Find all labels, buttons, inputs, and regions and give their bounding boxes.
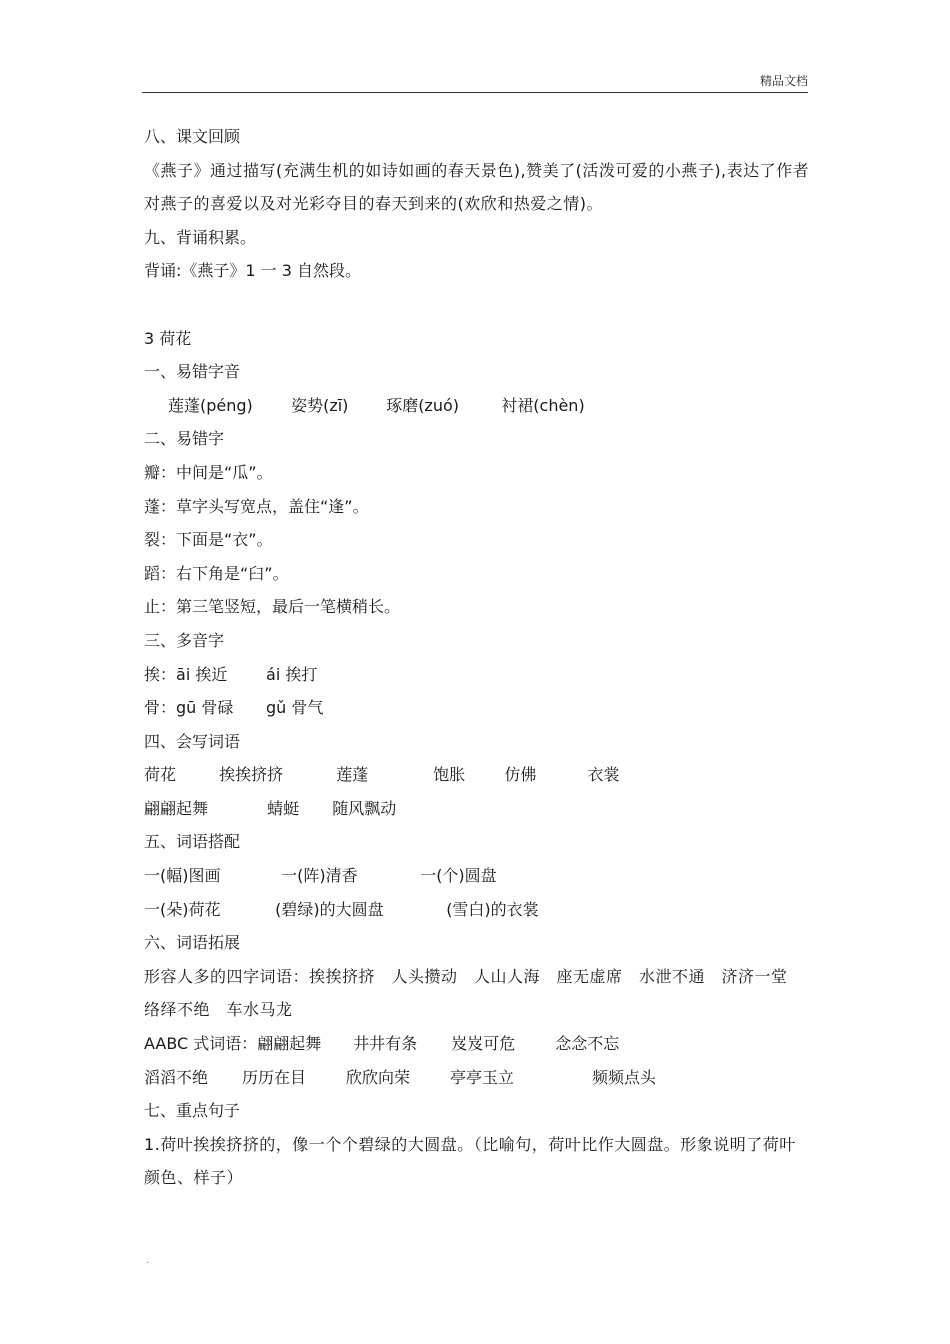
- a5-row-1: [144, 859, 810, 893]
- a3-label: 骨：: [144, 698, 177, 718]
- section-8-text: 《燕子》通过描写(充满生机的如诗如画的春天景色),赞美了(活泼可爱的小燕子),表达了作者对燕子的喜爱以及对光彩夺目的春天到来的(欢欣和热爱之情)。: [144, 160, 810, 214]
- a3-reading: gū 骨碌: [176, 698, 234, 718]
- document-body: [144, 120, 810, 1195]
- word: 频频点头: [592, 1067, 657, 1087]
- word: 莲蓬: [336, 765, 369, 785]
- a6-aabc-row-2: [144, 1061, 810, 1095]
- a6-title: 六、词语拓展: [144, 933, 241, 953]
- section-8-title: 八、课文回顾: [144, 127, 241, 146]
- phrase: (碧绿)的大圆盘: [275, 899, 384, 919]
- header-label: 精品文档: [759, 74, 808, 88]
- word: 岌岌可危: [451, 1034, 516, 1054]
- a2-line: 蓬：草字头写宽点，盖住“逢”。: [144, 496, 369, 516]
- word: 挨挨挤挤: [219, 765, 284, 785]
- word: 仿佛: [504, 765, 537, 785]
- a3-reading: ái 挨打: [266, 664, 318, 684]
- section-9-title: 九、背诵积累。: [144, 227, 257, 247]
- a2-line: 裂：下面是“衣”。: [144, 530, 273, 550]
- a4-row-2: [144, 792, 810, 826]
- a2-line: 瓣：中间是“瓜”。: [144, 462, 273, 482]
- a6-aabc-row-1: [144, 1027, 810, 1061]
- a6-aabc-label: AABC 式词语：: [144, 1034, 258, 1054]
- a1-items: [144, 389, 810, 423]
- a5-row-2: [144, 893, 810, 927]
- a3-reading: gǔ 骨气: [266, 698, 324, 718]
- a2-line: 止：第三笔竖短，最后一笔横稍长。: [144, 597, 401, 617]
- word: 井井有条: [353, 1034, 418, 1054]
- word: 荷花: [144, 765, 177, 785]
- word: 历历在目: [242, 1067, 307, 1087]
- word: 翩翩起舞: [144, 798, 209, 818]
- a4-row-1: [144, 758, 810, 792]
- word: 蜻蜓: [267, 798, 300, 818]
- a1-title: 一、易错字音: [144, 362, 241, 382]
- phrase: 一(朵)荷花: [144, 899, 221, 919]
- phrase: (雪白)的衣裳: [446, 899, 539, 919]
- word: 翩翩起舞: [257, 1034, 322, 1054]
- footer-dot: .: [146, 1255, 150, 1266]
- a7-text-1: 1.荷叶挨挨挤挤的，像一个个碧绿的大圆盘。（比喻句，荷叶比作大圆盘。形象说明了荷叶颜色、样子）: [144, 1134, 796, 1188]
- section-9-text: 背诵:《燕子》1 一 3 自然段。: [144, 261, 362, 281]
- blank-line: [144, 288, 810, 322]
- a2-line: 蹈：右下角是“臼”。: [144, 563, 289, 583]
- phrase: 一(个)圆盘: [420, 866, 497, 886]
- a1-item: 莲蓬(péng): [168, 395, 253, 415]
- word: 欣欣向荣: [346, 1067, 411, 1087]
- page-header: [142, 70, 808, 93]
- a5-title: 五、词语搭配: [144, 832, 241, 852]
- lesson-title: 3 荷花: [144, 328, 192, 348]
- word: 滔滔不绝: [144, 1067, 209, 1087]
- a6-text-1: 形容人多的四字词语：挨挨挤挤 人头攒动 人山人海 座无虚席 水泄不通 济济一堂 络绎不绝 车水马龙: [144, 966, 805, 1020]
- word: 随风飘动: [332, 798, 397, 818]
- a4-title: 四、会写词语: [144, 731, 241, 751]
- a1-item: 琢磨(zuó): [386, 395, 460, 415]
- phrase: 一(阵)清香: [281, 866, 358, 886]
- a3-title: 三、多音字: [144, 630, 225, 650]
- a1-item: 姿势(zī): [291, 395, 349, 415]
- phrase: 一(幅)图画: [144, 866, 221, 886]
- a3-reading: āi 挨近: [176, 664, 228, 684]
- a1-item: 衬裙(chèn): [501, 395, 585, 415]
- word: 饱胀: [433, 765, 466, 785]
- a7-title: 七、重点句子: [144, 1101, 241, 1121]
- word: 念念不忘: [555, 1034, 620, 1054]
- word: 衣裳: [587, 765, 620, 785]
- a3-label: 挨：: [144, 664, 177, 684]
- a2-title: 二、易错字: [144, 429, 225, 449]
- a3-line-1: [144, 658, 810, 692]
- a3-line-2: [144, 691, 810, 725]
- word: 亭亭玉立: [450, 1067, 515, 1087]
